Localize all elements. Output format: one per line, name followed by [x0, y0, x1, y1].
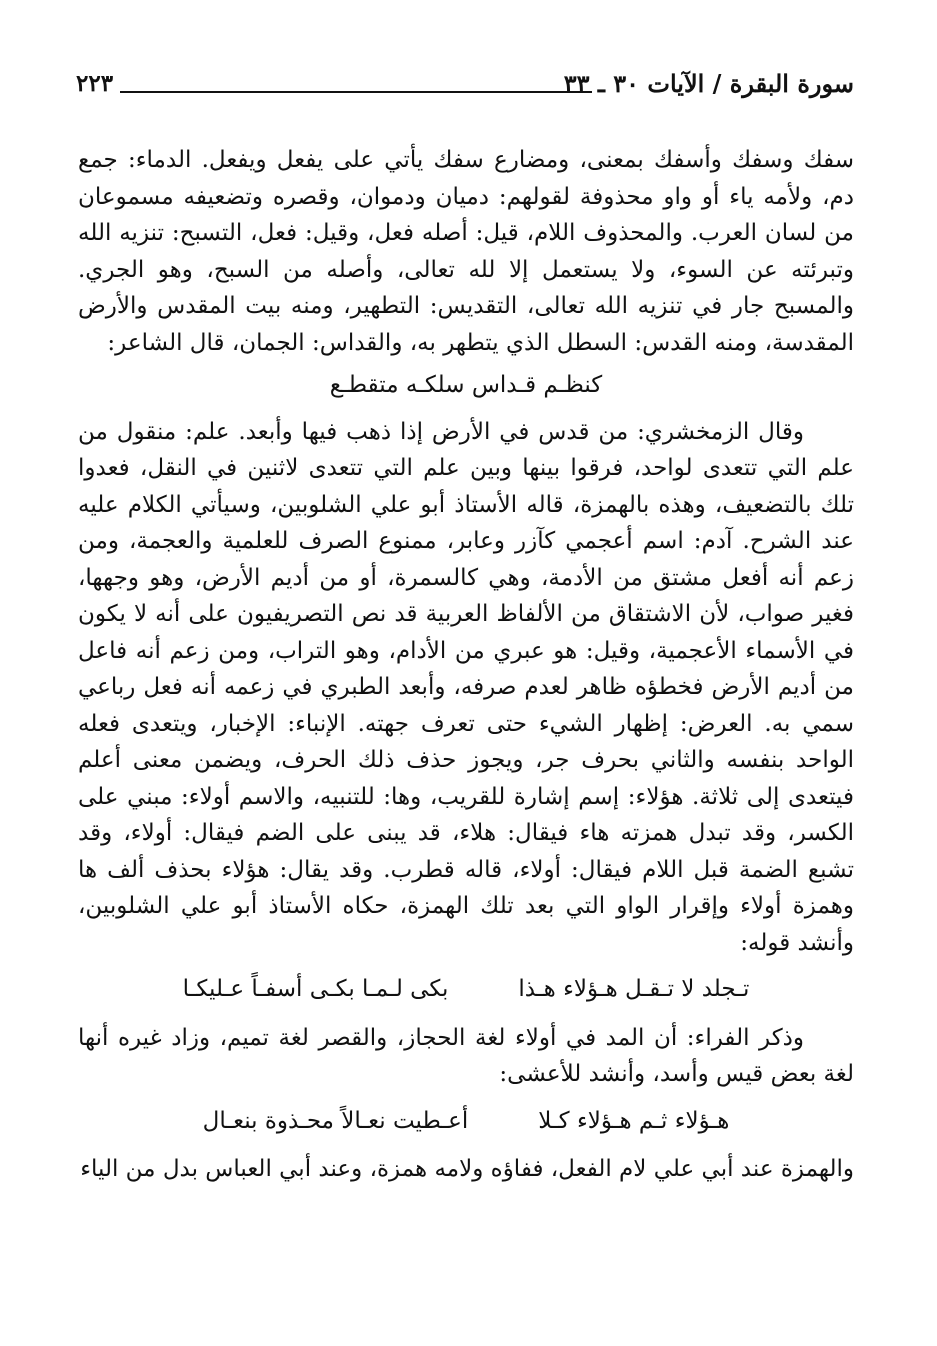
verse-line-2	[78, 961, 854, 1020]
header-rule	[120, 91, 592, 93]
verse-line-3	[78, 1093, 854, 1152]
paragraph-2: وقال الزمخشري: من قدس في الأرض إذا ذهب فيها وأبعد. علم: منقول من علم التي تتعدى لواحد، فرقوا بينها وبين علم التي تتعدى لاثنين في النقل، فعدوا تلك بالتضعيف، وهذه بالهمزة، قاله الأستاذ أبو علي الشلوبين، وسيأتي الكلام عليه عند الشرح. آدم: اسم أعجمي كآزر وعابر، ممنوع الصرف للعلمية والعجمة، ومن زعم أنه أفعل مشتق من الأدمة، وهي كالسمرة، أو من أديم الأرض، وهو وجهها، فغير صواب، لأن الاشتقاق من الألفاظ العربية قد نص التصريفيون على أنه لا يكون في الأسماء الأعجمية، وقيل: هو عبري من الأدام، وهو التراب، ومن زعم أنه فاعل من أديم الأرض فخطؤه ظاهر لعدم صرفه، وأبعد الطبري في زعمه أنه فعل رباعي سمي به. العرض: إظهار الشيء حتى تعرف جهته. الإنباء: الإخبار، ويتعدى فعله الواحد بنفسه والثاني بحرف جر، ويجوز حذف ذلك الحرف، ويضمن معنى أعلم فيتعدى إلى ثلاثة. هؤلاء: إسم إشارة للقريب، وها: للتنبيه، والاسم أولاء: مبني على الكسر، وقد تبدل همزته هاء فيقال: هلاء، قد يبنى على الضم فيقال: أولاء، وقد تشبع الضمة قبل اللام فيقال: أولاء، قاله قطرب. وقد يقال: هؤلاء بحذف ألف ها وهمزة أولاء وإقرار الواو التي بعد تلك الهمزة، حكاه الأستاذ أبو علي الشلوبين، وأنشد قوله:	[78, 418, 854, 956]
page-number: ٢٢٣	[76, 70, 114, 97]
paragraph-4: والهمزة عند أبي علي لام الفعل، ففاؤه ولامه همزة، وعند أبي العباس بدل من الياء	[80, 1156, 854, 1182]
paragraph-3: وذكر الفراء: أن المد في أولاء لغة الحجاز، والقصر لغة تميم، وزاد غيره أنها لغة بعض قيس وأسد، وأنشد للأعشى:	[78, 1024, 854, 1087]
verse-3-second-hemistich: أعـطيت نعـالاً محـذوة بنعـال	[202, 1107, 469, 1134]
page-header	[76, 64, 854, 104]
verse-3-first-hemistich: هـؤلاء ثـم هـؤلاء كـلا	[538, 1107, 730, 1134]
running-title: سورة البقرة / الآيات ٣٠ ـ ٣٣	[563, 69, 854, 98]
verse-2-first-hemistich: تـجلد لا تـقـل هـؤلاء هـذا	[518, 976, 750, 1002]
body-text	[78, 142, 854, 1188]
verse-2-second-hemistich: بكى لـمـا بكـى أسفـاً عـليكـا	[182, 976, 449, 1002]
verse-line-1: كنظـم قـداس سلكـه متقطـع	[329, 372, 603, 398]
paragraph-1: سفك وسفك وأسفك بمعنى، ومضارع سفك يأتي على يفعل ويفعل. الدماء: جمع دم، ولأمه ياء أو واو محذوفة لقولهم: دميان ودموان، وقصره وتضعيفه مسموعان من لسان العرب. والمحذوف اللام، قيل: أصله فعل، وقيل: فعل، التسبح: تنزيه الله وتبرئته عن السوء، ولا يستعمل إلا لله تعالى، وأصله من السبح، وهو الجري. والمسبح جار في تنزيه الله تعالى، التقديس: التطهير، ومنه بيت المقدس والأرض المقدسة، ومنه القدس: السطل الذي يتطهر به، والقداس: الجمان، قال الشاعر:	[78, 147, 854, 356]
